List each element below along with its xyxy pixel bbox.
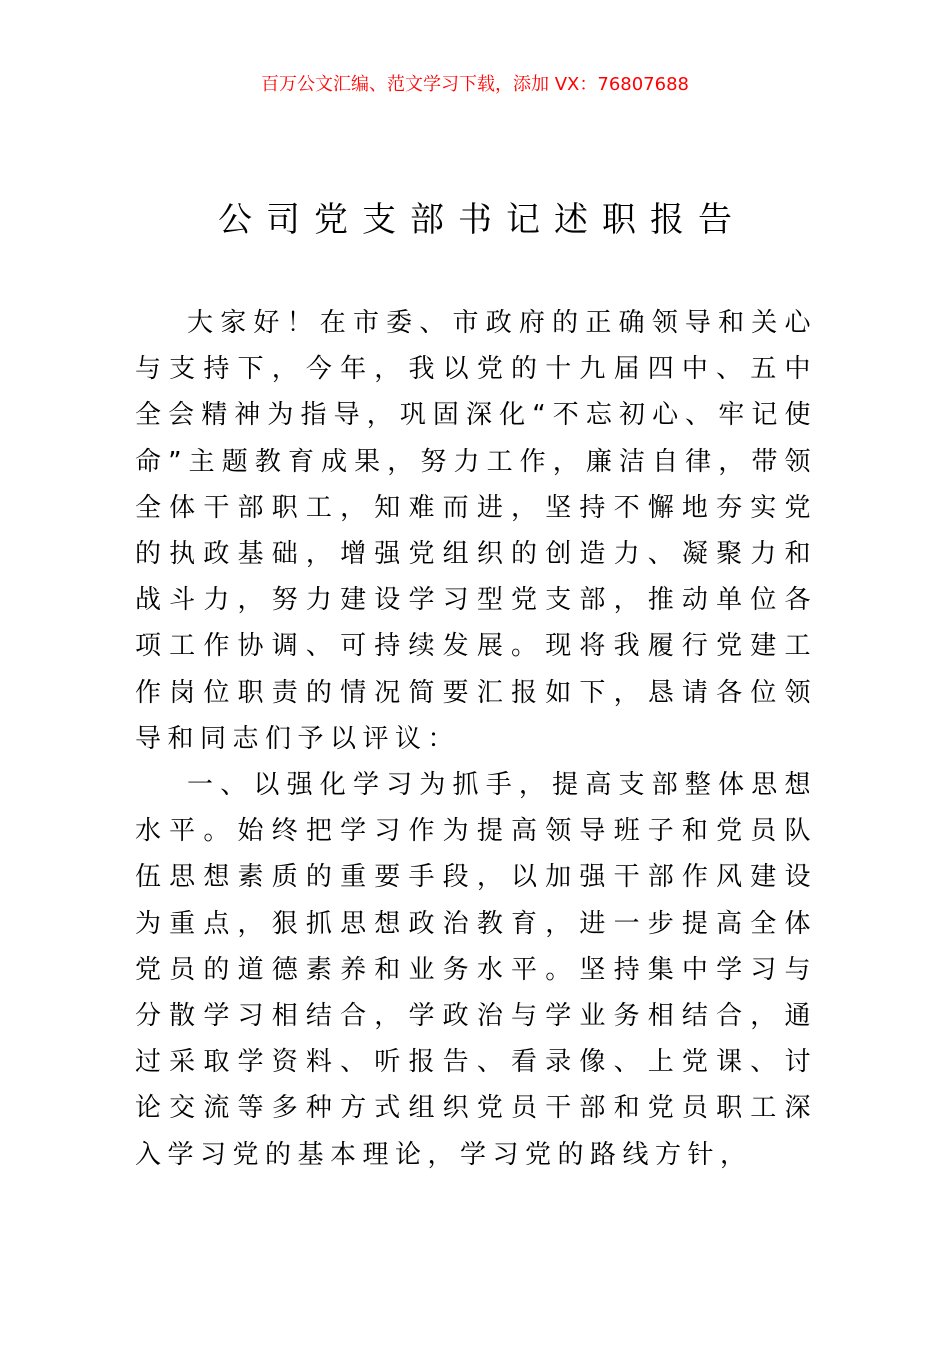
paragraph-section-one: 一、以强化学习为抓手，提高支部整体思想水平。始终把学习作为提高领导班子和党员队伍思想素质的重要手段，以加强干部作风建设为重点，狠抓思想政治教育，进一步提高全体党员的道德素养和业务水平。坚持集中学习与分散学习相结合，学政治与学业务相结合，通过采取学资料、听报告、看录像、上党课、讨论交流等多种方式组织党员干部和党员职工深入学习党的基本理论，学习党的路线方针， [135, 770, 817, 1170]
document-title: 公司党支部书记述职报告 [218, 200, 746, 240]
document-body [135, 300, 817, 1178]
paragraph-intro: 大家好！在市委、市政府的正确领导和关心与支持下，今年，我以党的十九届四中、五中全会精神为指导，巩固深化“不忘初心、牢记使命”主题教育成果，努力工作，廉洁自律，带领全体干部职工，知难而进，坚持不懈地夯实党的执政基础，增强党组织的创造力、凝聚力和战斗力，努力建设学习型党支部，推动单位各项工作协调、可持续发展。现将我履行党建工作岗位职责的情况简要汇报如下，恳请各位领导和同志们予以评议： [135, 308, 817, 754]
promo-header-note: 百万公文汇编、范文学习下载，添加 VX：76807688 [261, 74, 689, 95]
